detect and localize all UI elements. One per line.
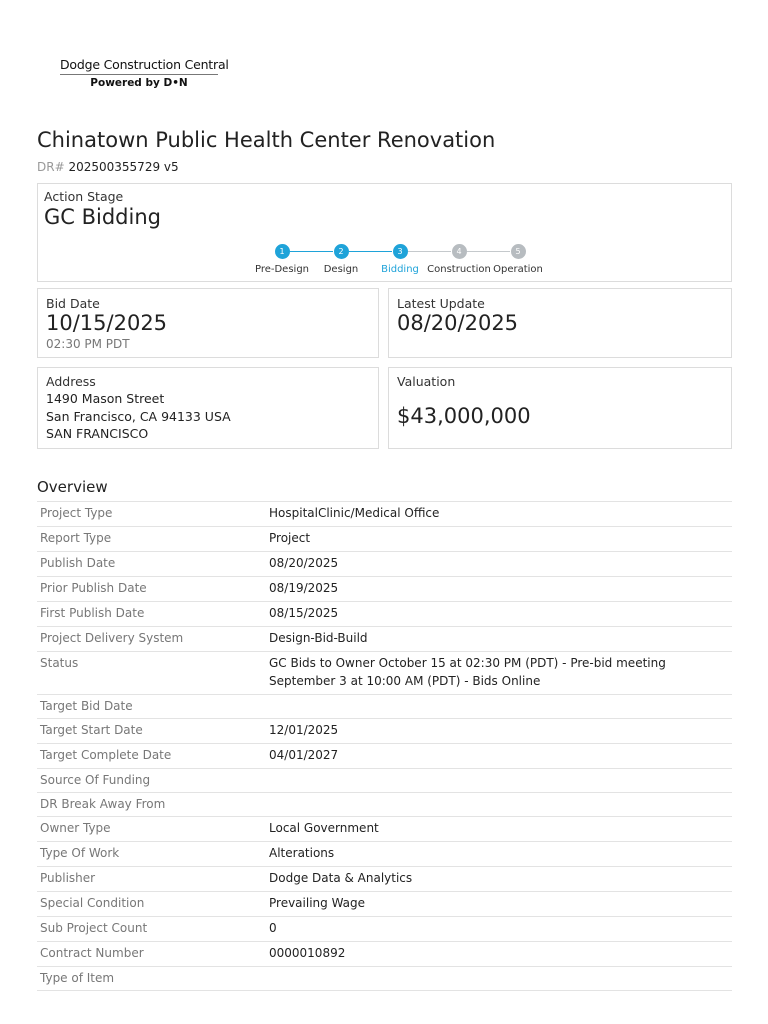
overview-key: Sub Project Count (40, 921, 148, 935)
dr-number (37, 160, 179, 174)
overview-row (37, 652, 732, 695)
overview-key: Owner Type (40, 821, 111, 835)
stage-step-label: Pre-Design (254, 264, 310, 275)
bid-time-value: 02:30 PM PDT (46, 337, 130, 351)
overview-value: 08/19/2025 (269, 581, 339, 595)
overview-row (37, 867, 732, 892)
address-county: SAN FRANCISCO (46, 426, 149, 441)
bid-date-value: 10/15/2025 (46, 311, 168, 335)
overview-key: Target Start Date (40, 723, 143, 737)
stage-step-number: 5 (511, 244, 526, 259)
overview-row (37, 719, 732, 744)
address-street: 1490 Mason Street (46, 391, 165, 406)
stage-step-label: Design (323, 264, 359, 275)
overview-value: Alterations (269, 846, 335, 860)
overview-value: Prevailing Wage (269, 896, 366, 910)
overview-row (37, 744, 732, 769)
overview-row (37, 769, 732, 793)
overview-key: Project Type (40, 506, 113, 520)
overview-row (37, 793, 732, 817)
overview-row (37, 967, 732, 991)
stage-step-operation (473, 244, 563, 275)
action-stage-card (37, 183, 732, 282)
overview-key: Contract Number (40, 946, 144, 960)
overview-key: First Publish Date (40, 606, 145, 620)
overview-row (37, 695, 732, 719)
stage-step-number: 3 (393, 244, 408, 259)
overview-value: Local Government (269, 821, 379, 835)
dodge-logo (60, 57, 229, 89)
overview-value: Dodge Data & Analytics (269, 871, 413, 885)
overview-key: Publish Date (40, 556, 116, 570)
stage-step-number: 4 (452, 244, 467, 259)
overview-value: Project (269, 531, 311, 545)
overview-row (37, 942, 732, 967)
action-stage-label: Action Stage (44, 189, 124, 204)
overview-row (37, 892, 732, 917)
action-stage-value: GC Bidding (44, 205, 161, 229)
overview-row (37, 917, 732, 942)
overview-key: Project Delivery System (40, 631, 184, 645)
overview-table (37, 501, 732, 991)
latest-update-value: 08/20/2025 (397, 311, 519, 335)
overview-key: Target Bid Date (40, 699, 133, 713)
overview-row (37, 627, 732, 652)
overview-key: Target Complete Date (40, 748, 172, 762)
overview-row (37, 552, 732, 577)
latest-update-card (388, 288, 732, 358)
overview-row (37, 527, 732, 552)
overview-key: Type of Item (40, 971, 115, 985)
logo-tagline: Powered by D•N (90, 77, 188, 89)
address-label: Address (46, 374, 96, 389)
stage-step-number: 1 (275, 244, 290, 259)
overview-row (37, 577, 732, 602)
overview-heading: Overview (37, 478, 108, 496)
address-card (37, 367, 379, 449)
overview-value: HospitalClinic/Medical Office (269, 506, 440, 520)
project-title: Chinatown Public Health Center Renovation (37, 128, 496, 152)
overview-value: 0000010892 (269, 946, 346, 960)
overview-key: DR Break Away From (40, 797, 166, 811)
overview-key: Type Of Work (40, 846, 120, 860)
overview-value (269, 969, 732, 986)
overview-key: Status (40, 656, 79, 670)
bid-date-label: Bid Date (46, 296, 100, 311)
stage-step-label: Bidding (381, 264, 419, 275)
overview-key: Prior Publish Date (40, 581, 147, 595)
stage-progress-tracker (38, 244, 731, 278)
overview-key: Source Of Funding (40, 773, 151, 787)
valuation-label: Valuation (397, 374, 456, 389)
overview-value (269, 771, 732, 788)
overview-value: GC Bids to Owner October 15 at 02:30 PM (PDT) - Pre-bid meeting September 3 at 10:00 AM (PDT) - Bids Online (269, 656, 666, 688)
stage-step-label: Operation (493, 264, 543, 275)
overview-key: Publisher (40, 871, 96, 885)
overview-value (269, 795, 732, 812)
valuation-card (388, 367, 732, 449)
stage-step-number: 2 (334, 244, 349, 259)
overview-key: Report Type (40, 531, 112, 545)
overview-key: Special Condition (40, 896, 145, 910)
logo-wordmark: Dodge Construction Central (60, 57, 218, 75)
latest-update-label: Latest Update (397, 296, 485, 311)
overview-row (37, 602, 732, 627)
valuation-value: $43,000,000 (397, 404, 531, 428)
overview-value (269, 697, 732, 714)
dr-label: DR# (37, 160, 65, 174)
bid-date-card (37, 288, 379, 358)
overview-row (37, 817, 732, 842)
overview-value: Design-Bid-Build (269, 631, 368, 645)
overview-value: 04/01/2027 (269, 748, 339, 762)
address-city-state: San Francisco, CA 94133 USA (46, 408, 231, 424)
dr-value: 202500355729 v5 (68, 160, 179, 174)
overview-value: 0 (269, 921, 277, 935)
overview-value: 08/15/2025 (269, 606, 339, 620)
overview-row (37, 502, 732, 527)
stage-step-label: Construction (427, 264, 491, 275)
overview-value: 08/20/2025 (269, 556, 339, 570)
overview-value: 12/01/2025 (269, 723, 339, 737)
overview-row (37, 842, 732, 867)
